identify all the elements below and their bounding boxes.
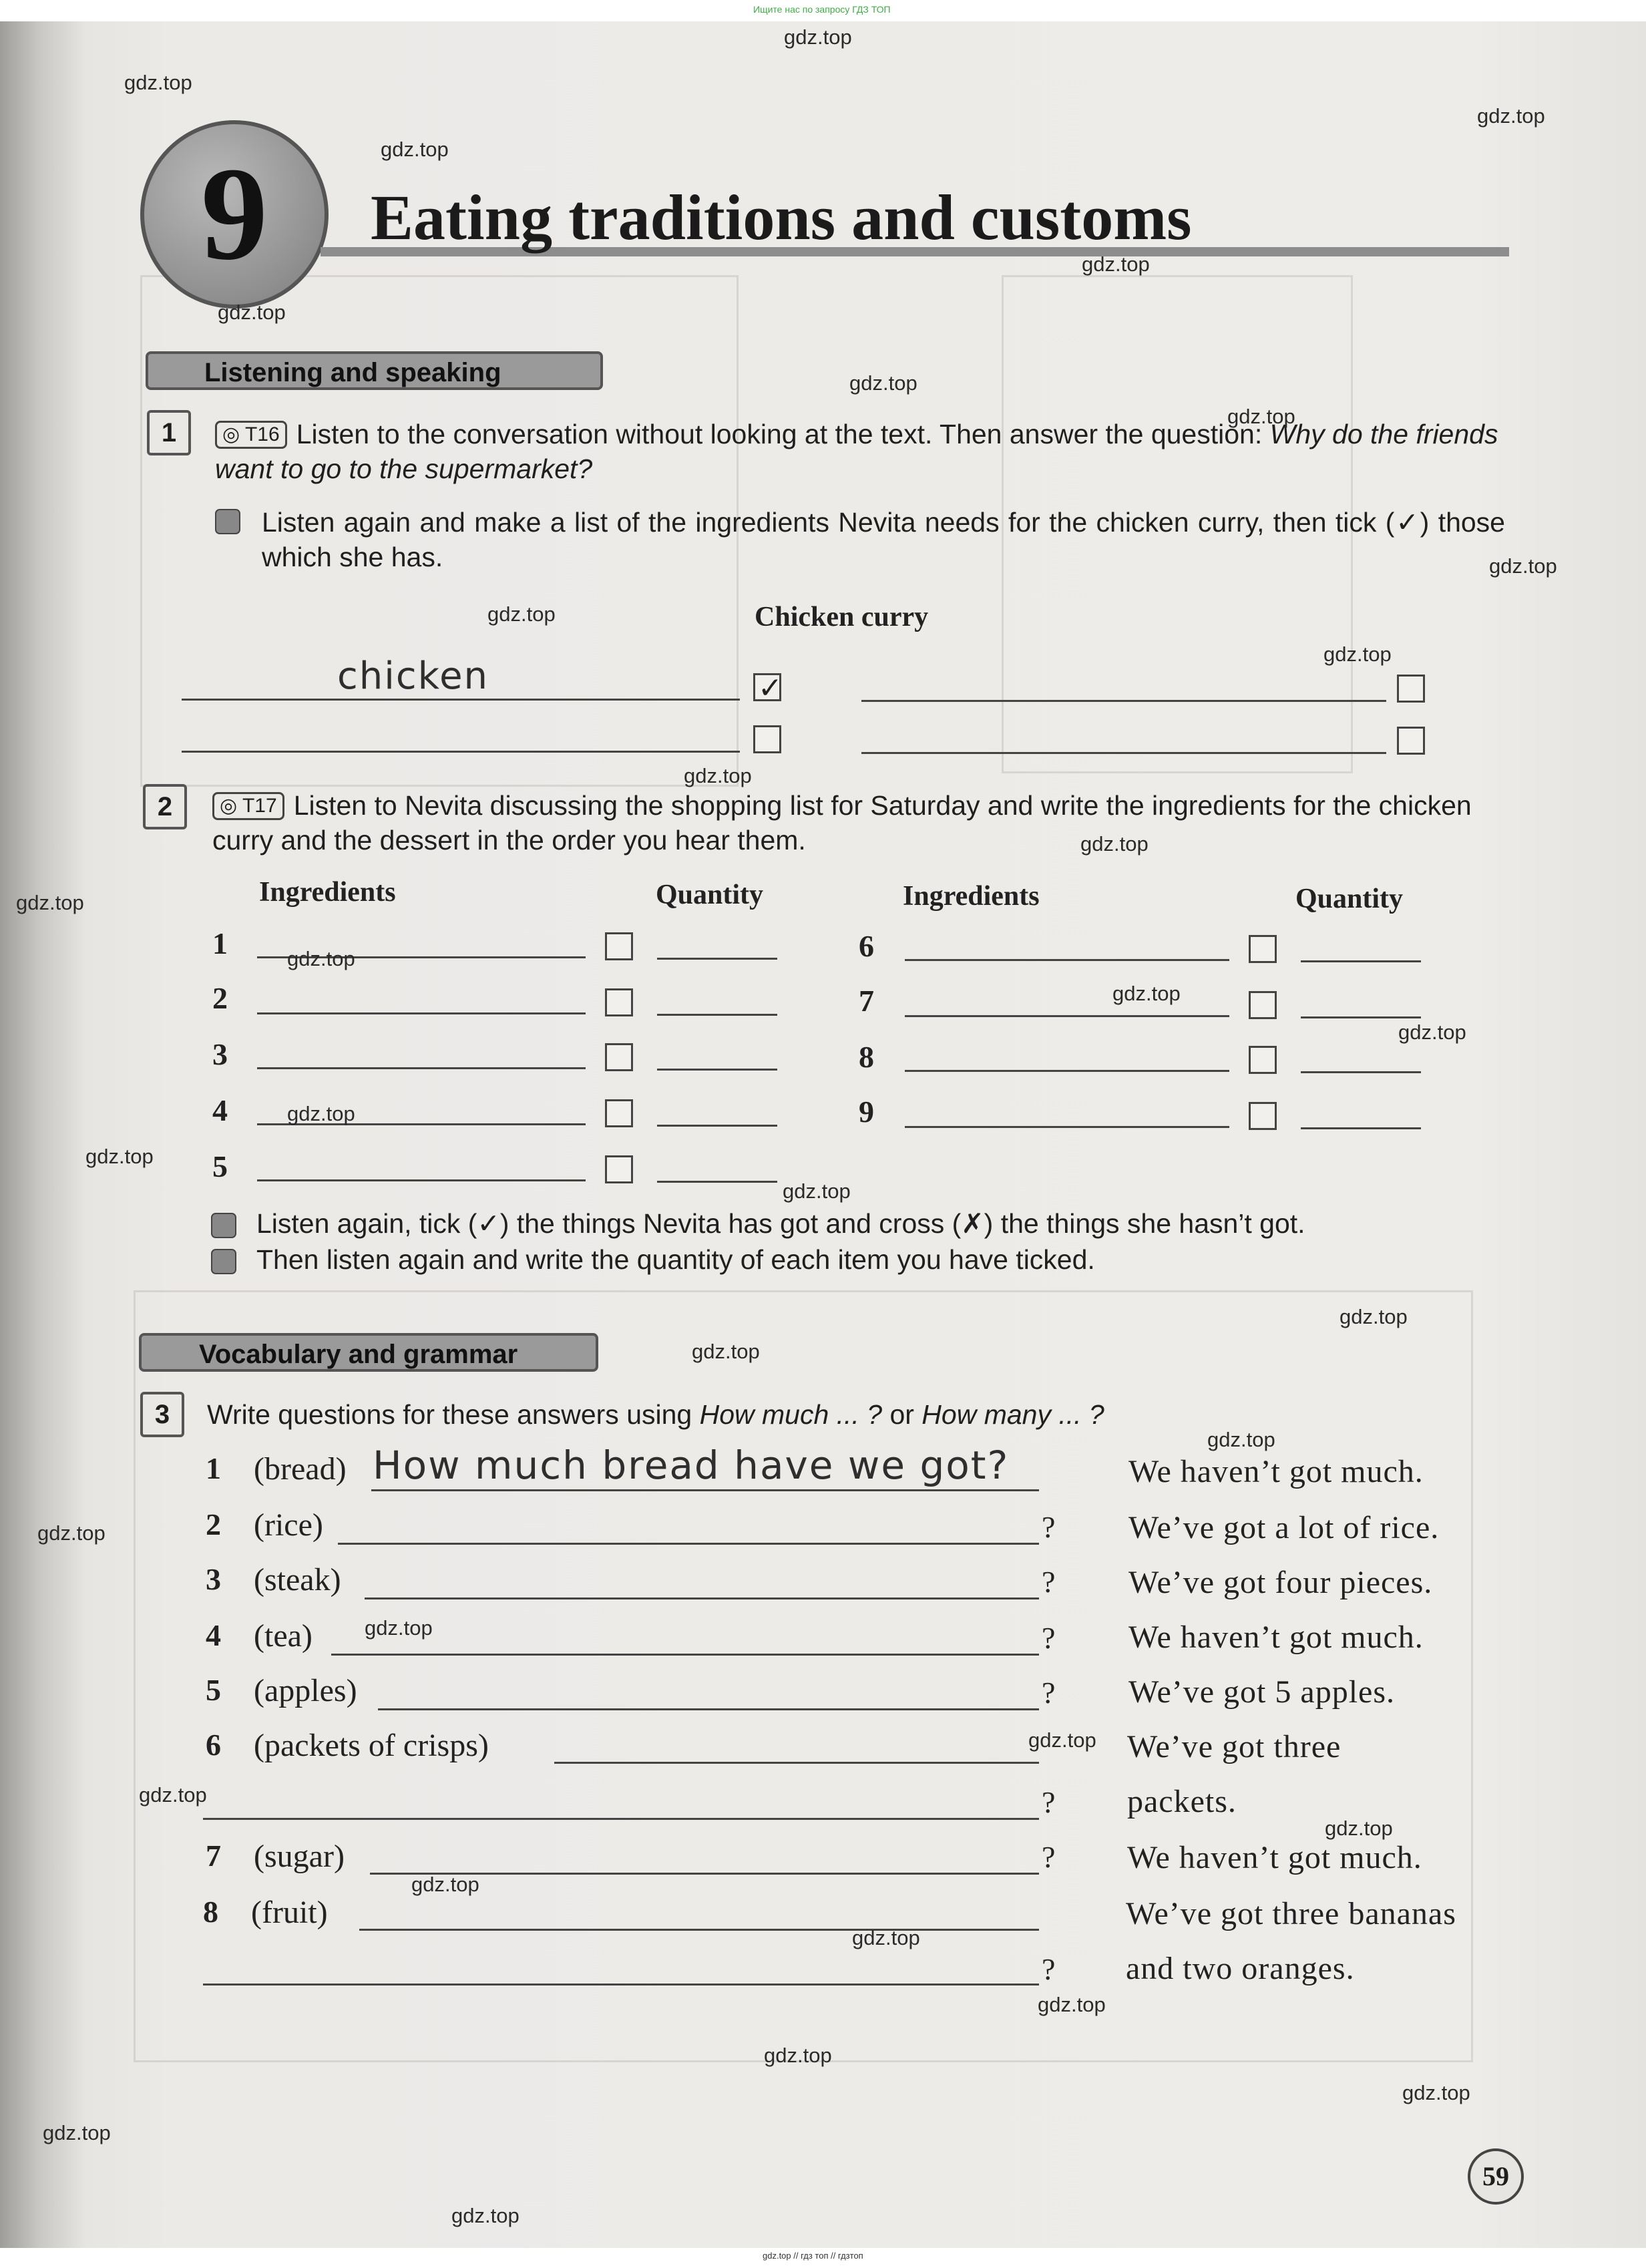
watermark: gdz.top [684, 764, 752, 787]
exercise-number: 1 [147, 410, 191, 455]
item-cue: (rice) [254, 1507, 323, 1543]
answer-line[interactable] [861, 700, 1386, 702]
ex3-text-2: or [882, 1399, 922, 1430]
watermark: gdz.top [783, 1179, 851, 1203]
question-mark: ? [1042, 1952, 1056, 1986]
watermark: gdz.top [365, 1616, 433, 1640]
watermark: gdz.top [1325, 1817, 1393, 1840]
bullet-icon [211, 1213, 236, 1238]
item-cue: (tea) [254, 1618, 313, 1654]
question-mark: ? [1042, 1676, 1056, 1710]
watermark: gdz.top [451, 2204, 520, 2227]
watermark: gdz.top [1398, 1020, 1466, 1044]
watermark: gdz.top [1402, 2081, 1470, 2104]
answer-line[interactable] [861, 752, 1386, 754]
watermark: gdz.top [1477, 104, 1545, 128]
ex2-sub-2: Then listen again and write the quantity of each item you have ticked. [256, 1244, 1095, 1275]
row-number: 9 [859, 1095, 874, 1129]
tick-box[interactable] [1397, 727, 1425, 755]
workbook-page [0, 21, 1646, 2248]
watermark: gdz.top [43, 2121, 111, 2144]
page-title: Eating traditions and customs [371, 182, 1192, 253]
watermark: gdz.top [218, 301, 286, 324]
item-answer: We’ve got three bananas [1126, 1896, 1456, 1931]
watermark: gdz.top [1323, 642, 1392, 666]
watermark: gdz.top [1082, 252, 1150, 276]
unit-number-badge [140, 120, 329, 309]
ex1-sub-instructions: Listen again and make a list of the ingredients Nevita needs for the chicken curry, then tick (✓) those which she has. [262, 507, 1505, 572]
item-number: 8 [203, 1895, 218, 1929]
item-cue: (steak) [254, 1562, 341, 1597]
track-label: T16 [244, 423, 280, 445]
quantity-line[interactable] [657, 1181, 777, 1183]
tick-box[interactable] [1249, 1046, 1277, 1074]
exercise-number: 3 [140, 1392, 184, 1437]
question-line[interactable] [365, 1597, 1039, 1599]
watermark: gdz.top [692, 1340, 760, 1363]
row-number: 8 [859, 1040, 874, 1074]
question-mark: ? [1042, 1621, 1056, 1655]
watermark: gdz.top [1028, 1728, 1096, 1752]
item-number: 5 [206, 1673, 221, 1707]
handwritten-answer: chicken [337, 654, 489, 698]
watermark: gdz.top [764, 2044, 832, 2067]
top-note: Ищите нас по запросу ГДЗ ТОП [753, 4, 891, 15]
watermark: gdz.top [1340, 1305, 1408, 1328]
item-cue: (bread) [254, 1451, 347, 1487]
watermark: gdz.top [1080, 832, 1149, 856]
page-number: 59 [1468, 2148, 1524, 2205]
ex1-question: Why do the friends want to go to the supermarket? [215, 419, 1498, 484]
row-number: 6 [859, 929, 874, 963]
tick-box[interactable] [605, 988, 633, 1016]
quantity-line[interactable] [657, 1069, 777, 1071]
ingredient-line[interactable] [257, 1067, 586, 1069]
col-quantity: Quantity [656, 880, 764, 910]
question-line[interactable] [554, 1762, 1039, 1764]
watermark: gdz.top [784, 25, 852, 49]
watermark: gdz.top [381, 138, 449, 161]
tick-box[interactable] [605, 932, 633, 960]
question-mark: ? [1042, 1785, 1056, 1819]
tick-box-checked[interactable] [753, 673, 781, 701]
ingredient-line[interactable] [905, 959, 1229, 961]
question-line[interactable] [371, 1489, 1039, 1491]
row-number: 5 [212, 1149, 228, 1183]
bottom-note: gdz.top // гдз топ // гдзтоп [763, 2251, 863, 2261]
watermark: gdz.top [852, 1926, 920, 1949]
chicken-curry-heading: Chicken curry [755, 602, 929, 632]
watermark: gdz.top [411, 1873, 479, 1896]
question-line[interactable] [331, 1654, 1039, 1656]
item-answer: We’ve got a lot of rice. [1128, 1510, 1440, 1545]
tick-box[interactable] [605, 1155, 633, 1183]
item-answer: We haven’t got much. [1127, 1840, 1422, 1875]
answer-line[interactable] [182, 751, 740, 753]
question-mark: ? [1042, 1840, 1056, 1874]
ingredient-line[interactable] [257, 1179, 586, 1181]
question-line[interactable] [378, 1708, 1039, 1710]
tick-box[interactable] [1249, 935, 1277, 963]
ex2-sub-1: Listen again, tick (✓) the things Nevita has got and cross (✗) the things she hasn’t got. [256, 1208, 1305, 1239]
quantity-line[interactable] [1301, 1127, 1421, 1129]
col-quantity: Quantity [1295, 884, 1404, 914]
watermark: gdz.top [85, 1145, 154, 1168]
item-answer-cont: packets. [1127, 1784, 1237, 1819]
watermark: gdz.top [287, 947, 355, 970]
watermark: gdz.top [287, 1102, 355, 1125]
watermark: gdz.top [124, 71, 192, 94]
tick-box[interactable] [1249, 991, 1277, 1019]
col-ingredients: Ingredients [259, 877, 396, 908]
watermark: gdz.top [849, 371, 917, 395]
watermark: gdz.top [1038, 1993, 1106, 2016]
ingredient-line[interactable] [905, 1070, 1229, 1072]
quantity-line[interactable] [657, 1014, 777, 1016]
ingredient-line[interactable] [257, 1012, 586, 1014]
item-answer: We haven’t got much. [1128, 1454, 1424, 1489]
item-cue: (sugar) [254, 1839, 345, 1874]
item-cue: (packets of crisps) [254, 1728, 489, 1763]
ex1-text: Listen to the conversation without looking at the text. Then answer the question: [296, 419, 1270, 449]
ex3-text-1: Write questions for these answers using [207, 1399, 700, 1430]
audio-track-tag[interactable]: ◎ T16 [215, 421, 287, 449]
tick-box[interactable] [753, 725, 781, 753]
quantity-line[interactable] [1301, 1071, 1421, 1073]
question-line[interactable] [338, 1543, 1039, 1545]
watermark: gdz.top [139, 1783, 207, 1807]
row-number: 1 [212, 926, 228, 960]
question-line[interactable] [203, 1818, 1039, 1820]
unit-number: 9 [201, 140, 268, 288]
row-number: 7 [859, 984, 874, 1018]
ingredient-line[interactable] [905, 1015, 1229, 1017]
row-number: 3 [212, 1037, 228, 1071]
ex3-form-1: How much ... ? [699, 1399, 883, 1430]
section-header-vocabulary: Vocabulary and grammar [139, 1333, 598, 1372]
item-number: 2 [206, 1507, 221, 1541]
answer-line[interactable] [182, 699, 740, 701]
handwritten-question: How much bread have we got? [373, 1443, 1010, 1488]
question-line[interactable] [359, 1929, 1039, 1931]
item-answer: We’ve got three [1127, 1729, 1342, 1764]
ex3-form-2: How many ... ? [921, 1399, 1104, 1430]
watermark: gdz.top [16, 891, 84, 914]
watermark: gdz.top [1489, 554, 1557, 578]
exercise-2-instructions [212, 788, 1508, 858]
item-number: 6 [206, 1728, 221, 1762]
tick-box[interactable] [605, 1043, 633, 1071]
audio-track-tag[interactable]: ◎ T17 [212, 792, 284, 820]
item-number: 3 [206, 1562, 221, 1596]
item-number: 1 [206, 1451, 221, 1485]
quantity-line[interactable] [1301, 960, 1421, 962]
watermark: gdz.top [37, 1521, 106, 1545]
row-number: 4 [212, 1093, 228, 1127]
bullet-icon [215, 509, 240, 534]
item-cue: (apples) [254, 1673, 357, 1708]
item-cue: (fruit) [251, 1895, 328, 1930]
watermark: gdz.top [1112, 982, 1181, 1005]
col-ingredients: Ingredients [903, 881, 1040, 912]
quantity-line[interactable] [657, 1125, 777, 1127]
quantity-line[interactable] [657, 958, 777, 960]
item-answer-cont: and two oranges. [1126, 1951, 1355, 1986]
tick-box[interactable] [1397, 675, 1425, 703]
question-mark: ? [1042, 1510, 1056, 1544]
item-answer: We’ve got four pieces. [1128, 1565, 1433, 1600]
watermark: gdz.top [1227, 405, 1295, 428]
ex2-text: Listen to Nevita discussing the shopping list for Saturday and write the ingredients for the chicken curry and the dessert in the order you hear them. [212, 790, 1472, 856]
watermark: gdz.top [487, 602, 556, 626]
exercise-3-instructions [207, 1397, 1509, 1432]
bullet-icon [211, 1249, 236, 1274]
tick-box[interactable] [605, 1099, 633, 1127]
question-line[interactable] [203, 1983, 1039, 1986]
exercise-1-instructions [215, 417, 1507, 486]
watermark: gdz.top [1207, 1428, 1275, 1451]
track-label: T17 [242, 795, 277, 817]
question-mark: ? [1042, 1565, 1056, 1599]
item-answer: We’ve got 5 apples. [1128, 1674, 1396, 1710]
quantity-line[interactable] [1301, 1016, 1421, 1018]
section-header-listening: Listening and speaking [146, 351, 603, 390]
item-number: 4 [206, 1618, 221, 1652]
ingredient-line[interactable] [905, 1126, 1229, 1128]
exercise-number: 2 [143, 784, 187, 829]
row-number: 2 [212, 981, 228, 1015]
item-number: 7 [206, 1839, 221, 1873]
item-answer: We haven’t got much. [1128, 1620, 1424, 1655]
tick-box[interactable] [1249, 1102, 1277, 1130]
